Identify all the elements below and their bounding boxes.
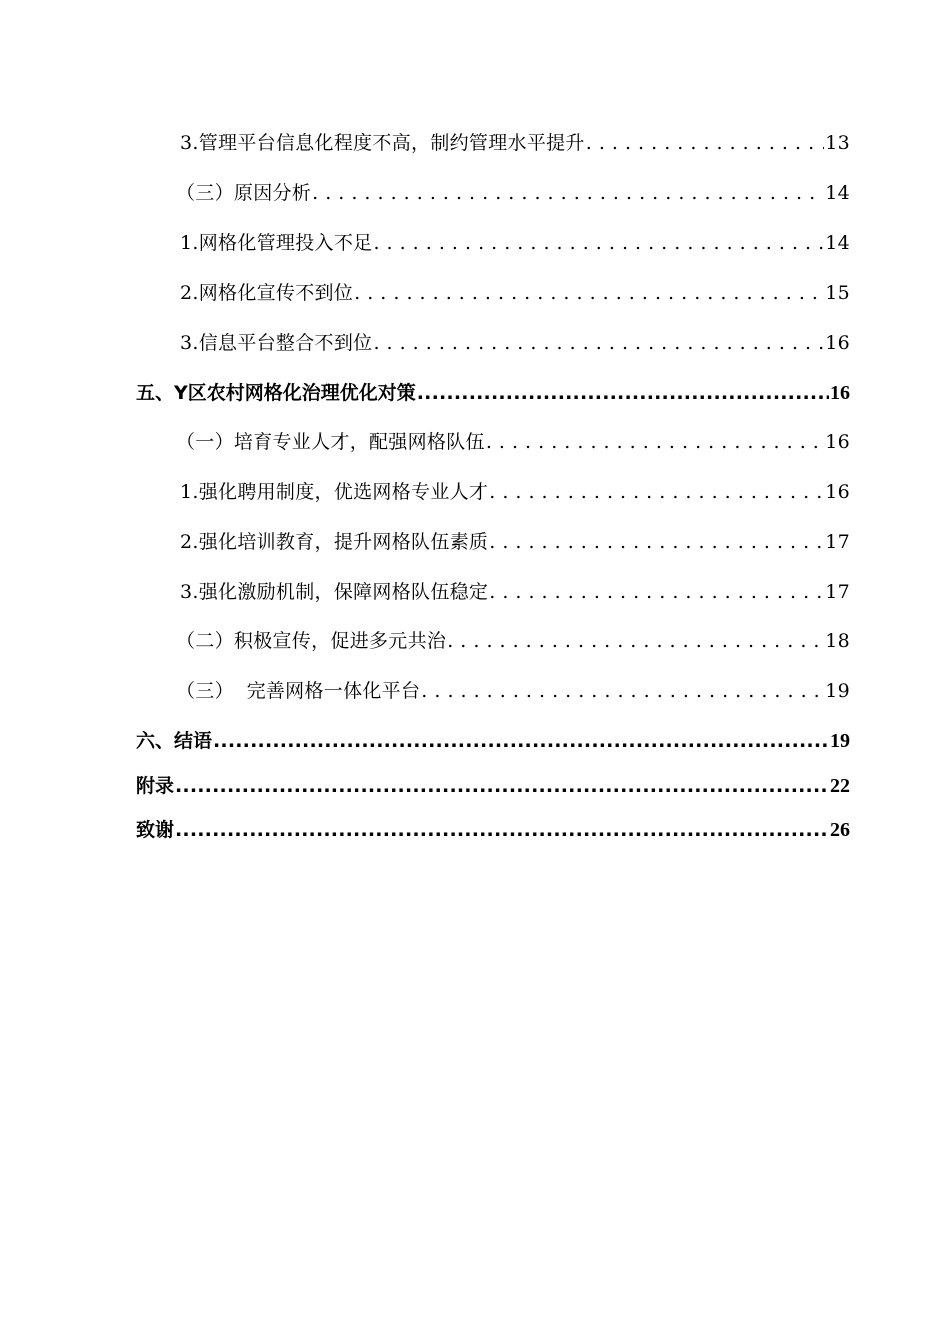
toc-entry-label: 六、结语 <box>136 730 213 752</box>
toc-page-number: 14 <box>825 182 850 204</box>
toc-page-number: 16 <box>830 382 850 404</box>
toc-entry[interactable] <box>176 178 850 205</box>
toc-dot-leader <box>447 630 824 652</box>
toc-entry-chapter[interactable] <box>136 726 850 753</box>
toc-entry-chapter[interactable] <box>136 771 850 798</box>
toc-entry[interactable] <box>180 328 850 355</box>
toc-entry-label: 附录 <box>136 775 175 797</box>
toc-dot-leader <box>489 581 824 603</box>
toc-entry[interactable] <box>176 676 850 703</box>
toc-page-number: 17 <box>825 531 850 553</box>
toc-entry-chapter[interactable] <box>136 815 850 842</box>
toc-page-number: 13 <box>825 132 850 154</box>
toc-dot-leader <box>354 282 824 304</box>
toc-entry-label: 3.管理平台信息化程度不高，制约管理水平提升 <box>180 132 585 154</box>
toc-dot-leader <box>373 332 824 354</box>
toc-page-number: 18 <box>825 630 850 652</box>
toc-entry[interactable] <box>180 278 850 305</box>
toc-entry-label: （二）积极宣传，促进多元共治 <box>176 630 447 652</box>
toc-dot-leader <box>489 531 824 553</box>
toc-entry[interactable] <box>180 228 850 255</box>
toc-page-number: 16 <box>825 431 850 453</box>
toc-entry-label: 五、Y区农村网格化治理优化对策 <box>136 382 416 404</box>
toc-entry-label: （三） 完善网格一体化平台 <box>176 680 421 702</box>
toc-entry-label: 2.强化培训教育，提升网格队伍素质 <box>180 531 489 553</box>
toc-entry-label: 1.强化聘用制度，优选网格专业人才 <box>180 481 489 503</box>
toc-page-number: 17 <box>825 581 850 603</box>
toc-entry[interactable] <box>180 527 850 554</box>
toc-dot-leader <box>213 730 829 752</box>
toc-entry[interactable] <box>180 577 850 604</box>
toc-dot-leader <box>175 775 829 797</box>
toc-entry-chapter[interactable] <box>136 378 850 405</box>
toc-page-number: 22 <box>830 775 850 797</box>
toc-page-number: 16 <box>825 332 850 354</box>
toc-dot-leader <box>489 481 824 503</box>
toc-page-number: 16 <box>825 481 850 503</box>
toc-entry-label: 3.信息平台整合不到位 <box>180 332 373 354</box>
toc-page-number: 19 <box>830 730 850 752</box>
toc-entry-label: （一）培育专业人才，配强网格队伍 <box>176 431 485 453</box>
toc-entry[interactable] <box>180 477 850 504</box>
toc-dot-leader <box>486 431 824 453</box>
toc-entry-label: （三）原因分析 <box>176 182 312 204</box>
toc-entry-label: 3.强化激励机制，保障网格队伍稳定 <box>180 581 489 603</box>
toc-page-number: 15 <box>825 282 850 304</box>
toc-entry-label: 2.网格化宣传不到位 <box>180 282 354 304</box>
toc-page-number: 14 <box>825 232 850 254</box>
toc-entry[interactable] <box>176 427 850 454</box>
toc-entry-label: 致谢 <box>136 819 175 841</box>
toc-page-number: 26 <box>830 819 850 841</box>
toc-dot-leader <box>421 680 824 702</box>
toc-dot-leader <box>175 819 829 841</box>
toc-dot-leader <box>373 232 824 254</box>
toc-dot-leader <box>586 132 824 154</box>
toc-entry[interactable] <box>176 626 850 653</box>
toc-dot-leader <box>312 182 824 204</box>
toc-page-number: 19 <box>825 680 850 702</box>
toc-entry-label: 1.网格化管理投入不足 <box>180 232 373 254</box>
toc-entry[interactable] <box>180 128 850 155</box>
toc-dot-leader <box>417 382 829 404</box>
